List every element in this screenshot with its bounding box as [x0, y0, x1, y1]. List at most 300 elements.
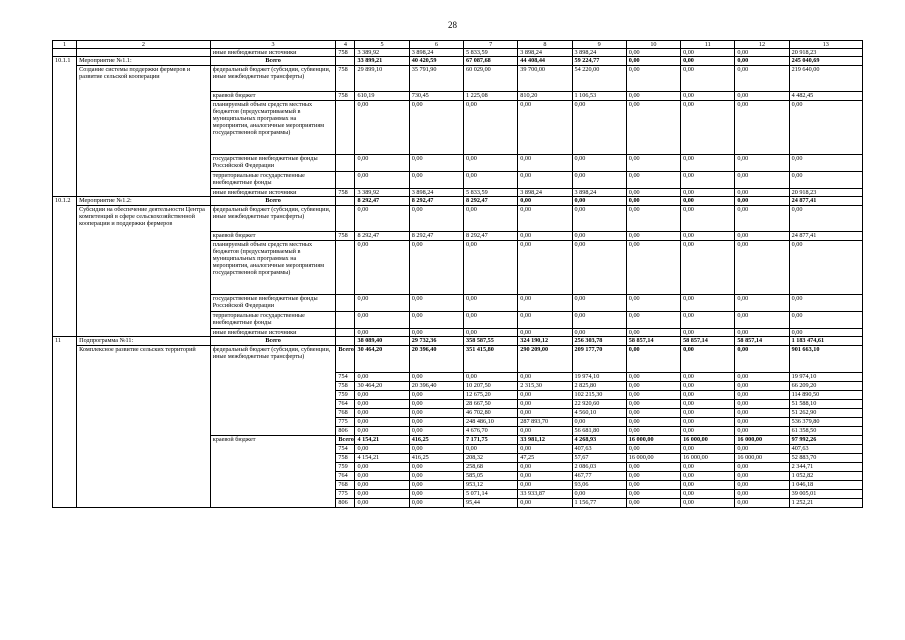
value-cell: 0,00: [735, 481, 789, 490]
value-cell: 0,00: [518, 172, 572, 189]
budget-table: [52, 40, 863, 508]
value-cell: 0,00: [464, 373, 518, 382]
code-cell: 775: [336, 490, 355, 499]
value-cell: 1 225,08: [464, 92, 518, 101]
value-cell: 0,00: [572, 241, 626, 295]
value-cell: 46 702,80: [464, 409, 518, 418]
value-cell: 290 209,00: [518, 346, 572, 373]
value-cell: 0,00: [409, 445, 463, 454]
value-cell: 0,00: [355, 329, 409, 337]
value-cell: 0,00: [681, 409, 735, 418]
column-number: 1: [53, 41, 77, 49]
value-cell: 0,00: [735, 101, 789, 155]
value-cell: 358 587,55: [464, 337, 518, 346]
value-cell: 0,00: [789, 172, 862, 189]
value-cell: 16 000,00: [626, 454, 680, 463]
value-cell: 3 898,24: [572, 49, 626, 57]
value-cell: 2 825,80: [572, 382, 626, 391]
value-cell: 467,77: [572, 472, 626, 481]
value-cell: 0,00: [681, 490, 735, 499]
value-cell: 2 086,03: [572, 463, 626, 472]
value-cell: 209 177,70: [572, 346, 626, 373]
source-cell: федеральный бюджет (субсидии, субвенции, иные межбюджетные трансферты): [210, 66, 336, 92]
value-cell: 0,00: [355, 241, 409, 295]
value-cell: 0,00: [626, 49, 680, 57]
value-cell: 0,00: [626, 66, 680, 92]
value-cell: 0,00: [681, 463, 735, 472]
value-cell: 0,00: [681, 382, 735, 391]
code-cell: 806: [336, 427, 355, 436]
value-cell: 0,00: [409, 312, 463, 329]
value-cell: 1 106,53: [572, 92, 626, 101]
value-cell: 8 292,47: [355, 197, 409, 206]
value-cell: 0,00: [735, 418, 789, 427]
value-cell: 256 303,78: [572, 337, 626, 346]
value-cell: 114 890,50: [789, 391, 862, 400]
value-cell: 1 252,21: [789, 499, 862, 508]
value-cell: 248 486,10: [464, 418, 518, 427]
value-cell: 0,00: [518, 197, 572, 206]
code-cell: [336, 172, 355, 189]
value-cell: 416,25: [409, 436, 463, 445]
value-cell: 0,00: [572, 329, 626, 337]
value-cell: 3 389,92: [355, 189, 409, 197]
value-cell: 0,00: [681, 206, 735, 232]
code-cell: 759: [336, 391, 355, 400]
value-cell: 67 087,68: [464, 57, 518, 66]
code-cell: 758: [336, 454, 355, 463]
value-cell: 0,00: [518, 427, 572, 436]
value-cell: 0,00: [409, 155, 463, 172]
value-cell: 0,00: [626, 373, 680, 382]
value-cell: 7 171,75: [464, 436, 518, 445]
value-cell: 0,00: [681, 57, 735, 66]
value-cell: 8 292,47: [464, 232, 518, 241]
column-number: 7: [464, 41, 518, 49]
value-cell: 0,00: [626, 472, 680, 481]
value-cell: 0,00: [626, 481, 680, 490]
value-cell: 0,00: [355, 472, 409, 481]
value-cell: 0,00: [789, 329, 862, 337]
value-cell: 258,68: [464, 463, 518, 472]
code-cell: [336, 101, 355, 155]
value-cell: 0,00: [518, 472, 572, 481]
value-cell: 33 899,21: [355, 57, 409, 66]
table-row: [53, 49, 863, 57]
value-cell: 0,00: [789, 312, 862, 329]
value-cell: 0,00: [355, 418, 409, 427]
value-cell: 0,00: [626, 391, 680, 400]
value-cell: 39 005,01: [789, 490, 862, 499]
value-cell: 0,00: [681, 445, 735, 454]
value-cell: 16 000,00: [626, 436, 680, 445]
table-row: [53, 206, 863, 232]
value-cell: 0,00: [355, 445, 409, 454]
value-cell: 0,00: [572, 418, 626, 427]
value-cell: 0,00: [409, 472, 463, 481]
value-cell: 0,00: [626, 232, 680, 241]
column-number: 9: [572, 41, 626, 49]
total-row: [53, 57, 863, 66]
value-cell: 0,00: [789, 241, 862, 295]
value-cell: 0,00: [464, 312, 518, 329]
value-cell: 60 029,00: [464, 66, 518, 92]
value-cell: 0,00: [735, 66, 789, 92]
value-cell: 5 833,59: [464, 49, 518, 57]
code-cell: Всего: [336, 346, 355, 373]
value-cell: 3 389,92: [355, 49, 409, 57]
value-cell: 0,00: [681, 373, 735, 382]
value-cell: 29 732,36: [409, 337, 463, 346]
table-row: [53, 66, 863, 92]
source-cell: иные внебюджетные источники: [210, 49, 336, 57]
total-row: [53, 337, 863, 346]
value-cell: 0,00: [681, 391, 735, 400]
value-cell: 0,00: [518, 155, 572, 172]
value-cell: 0,00: [626, 172, 680, 189]
value-cell: 5 833,59: [464, 189, 518, 197]
value-cell: 52 883,70: [789, 454, 862, 463]
value-cell: 0,00: [626, 155, 680, 172]
value-cell: 30 464,20: [355, 346, 409, 373]
value-cell: 0,00: [626, 418, 680, 427]
value-cell: 0,00: [572, 232, 626, 241]
value-cell: 0,00: [681, 346, 735, 373]
value-cell: 0,00: [735, 490, 789, 499]
value-cell: 0,00: [409, 241, 463, 295]
source-cell: государственные внебюджетные фонды Российской Федерации: [210, 295, 336, 312]
value-cell: 0,00: [789, 206, 862, 232]
value-cell: 0,00: [735, 49, 789, 57]
column-number: 6: [409, 41, 463, 49]
value-cell: 610,19: [355, 92, 409, 101]
value-cell: 0,00: [735, 463, 789, 472]
code-cell: 758: [336, 66, 355, 92]
value-cell: 0,00: [409, 409, 463, 418]
column-number: 11: [681, 41, 735, 49]
value-cell: 416,25: [409, 454, 463, 463]
value-cell: 0,00: [355, 101, 409, 155]
value-cell: 0,00: [518, 232, 572, 241]
value-cell: 0,00: [355, 172, 409, 189]
value-cell: 407,63: [572, 445, 626, 454]
value-cell: 0,00: [355, 206, 409, 232]
value-cell: 16 000,00: [735, 454, 789, 463]
value-cell: 0,00: [572, 155, 626, 172]
value-cell: 0,00: [735, 197, 789, 206]
column-number: 13: [789, 41, 862, 49]
value-cell: 0,00: [735, 329, 789, 337]
value-cell: 0,00: [735, 232, 789, 241]
value-cell: 0,00: [518, 391, 572, 400]
value-cell: 8 292,47: [409, 232, 463, 241]
source-cell: иные внебюджетные источники: [210, 189, 336, 197]
value-cell: 97 992,26: [789, 436, 862, 445]
value-cell: 0,00: [626, 206, 680, 232]
value-cell: 0,00: [355, 499, 409, 508]
value-cell: 0,00: [409, 400, 463, 409]
value-cell: 0,00: [681, 155, 735, 172]
value-cell: 0,00: [355, 373, 409, 382]
value-cell: 28 667,50: [464, 400, 518, 409]
value-cell: 0,00: [735, 189, 789, 197]
value-cell: 0,00: [626, 463, 680, 472]
value-cell: 0,00: [735, 92, 789, 101]
value-cell: 0,00: [464, 155, 518, 172]
value-cell: 0,00: [626, 92, 680, 101]
column-number: 2: [77, 41, 211, 49]
value-cell: 4 154,21: [355, 454, 409, 463]
code-cell: [336, 197, 355, 206]
value-cell: 0,00: [626, 427, 680, 436]
value-cell: 0,00: [626, 241, 680, 295]
value-cell: 0,00: [789, 101, 862, 155]
value-cell: 0,00: [464, 241, 518, 295]
value-cell: 4 268,93: [572, 436, 626, 445]
value-cell: 4 676,70: [464, 427, 518, 436]
value-cell: 44 408,44: [518, 57, 572, 66]
value-cell: 0,00: [464, 329, 518, 337]
value-cell: 8 292,47: [464, 197, 518, 206]
value-cell: 35 791,90: [409, 66, 463, 92]
code-cell: [336, 155, 355, 172]
value-cell: 0,00: [735, 427, 789, 436]
value-cell: 0,00: [735, 445, 789, 454]
value-cell: 0,00: [626, 312, 680, 329]
source-cell: территориальные государственные внебюджетные фонды: [210, 312, 336, 329]
value-cell: 3 898,24: [518, 49, 572, 57]
value-cell: 20 396,40: [409, 346, 463, 373]
value-cell: 0,00: [355, 391, 409, 400]
code-cell: 759: [336, 463, 355, 472]
total-row: [53, 197, 863, 206]
header-row: [53, 41, 863, 49]
value-cell: 54 220,00: [572, 66, 626, 92]
value-cell: 3 898,24: [572, 189, 626, 197]
code-cell: 758: [336, 382, 355, 391]
value-cell: 33 933,87: [518, 490, 572, 499]
value-cell: 0,00: [681, 189, 735, 197]
value-cell: 407,63: [789, 445, 862, 454]
value-cell: 0,00: [572, 101, 626, 155]
value-cell: 0,00: [518, 373, 572, 382]
page-number: 28: [448, 20, 457, 30]
value-cell: 4 154,21: [355, 436, 409, 445]
value-cell: 39 700,00: [518, 66, 572, 92]
value-cell: 58 857,14: [735, 337, 789, 346]
measure-title: Мероприятие №1.1:: [77, 57, 211, 66]
value-cell: 324 190,12: [518, 337, 572, 346]
code-cell: [336, 295, 355, 312]
value-cell: 0,00: [409, 463, 463, 472]
value-cell: 0,00: [681, 427, 735, 436]
value-cell: 0,00: [572, 206, 626, 232]
total-label: Всего: [210, 197, 336, 206]
value-cell: 0,00: [409, 101, 463, 155]
value-cell: 0,00: [681, 101, 735, 155]
value-cell: 58 857,14: [681, 337, 735, 346]
value-cell: 1 052,82: [789, 472, 862, 481]
value-cell: 953,12: [464, 481, 518, 490]
value-cell: 19 974,10: [572, 373, 626, 382]
value-cell: 20 918,23: [789, 189, 862, 197]
source-cell: территориальные государственные внебюджетные фонды: [210, 172, 336, 189]
value-cell: 0,00: [518, 409, 572, 418]
value-cell: 57,67: [572, 454, 626, 463]
value-cell: 47,25: [518, 454, 572, 463]
source-cell: краевой бюджет: [210, 436, 336, 508]
value-cell: 0,00: [518, 295, 572, 312]
code-cell: 806: [336, 499, 355, 508]
value-cell: 0,00: [626, 382, 680, 391]
source-cell: планируемый объем средств местных бюджетов (предусматриваемый в муниципальных программах на мероприятия, аналогичные мероприятиям государственной программы): [210, 241, 336, 295]
source-cell: краевой бюджет: [210, 232, 336, 241]
source-cell: государственные внебюджетные фонды Российской Федерации: [210, 155, 336, 172]
value-cell: 0,00: [735, 295, 789, 312]
value-cell: 0,00: [789, 155, 862, 172]
value-cell: 0,00: [626, 445, 680, 454]
value-cell: 0,00: [681, 197, 735, 206]
value-cell: 0,00: [572, 295, 626, 312]
value-cell: 93,06: [572, 481, 626, 490]
value-cell: 0,00: [518, 400, 572, 409]
value-cell: 0,00: [626, 189, 680, 197]
value-cell: 0,00: [518, 445, 572, 454]
code-cell: 768: [336, 481, 355, 490]
source-cell: краевой бюджет: [210, 92, 336, 101]
number-cell: 10.1.2: [53, 197, 77, 337]
code-cell: 764: [336, 472, 355, 481]
column-number: 12: [735, 41, 789, 49]
value-cell: 8 292,47: [355, 232, 409, 241]
code-cell: [336, 57, 355, 66]
code-cell: 758: [336, 92, 355, 101]
value-cell: 102 215,30: [572, 391, 626, 400]
total-label: Всего: [210, 337, 336, 346]
value-cell: 0,00: [355, 490, 409, 499]
value-cell: 0,00: [681, 172, 735, 189]
value-cell: 2 344,71: [789, 463, 862, 472]
value-cell: 29 899,10: [355, 66, 409, 92]
value-cell: 0,00: [409, 427, 463, 436]
total-label: Всего: [210, 57, 336, 66]
subprogram-description: Комплексное развитие сельских территорий: [77, 346, 211, 508]
value-cell: 0,00: [626, 57, 680, 66]
value-cell: 0,00: [735, 172, 789, 189]
column-number: 5: [355, 41, 409, 49]
value-cell: 0,00: [464, 172, 518, 189]
value-cell: 24 877,41: [789, 197, 862, 206]
code-cell: [336, 312, 355, 329]
value-cell: 730,45: [409, 92, 463, 101]
value-cell: 0,00: [681, 92, 735, 101]
value-cell: 810,20: [518, 92, 572, 101]
value-cell: 1 183 474,61: [789, 337, 862, 346]
value-cell: 585,05: [464, 472, 518, 481]
measure-title: Мероприятие №1.2:: [77, 197, 211, 206]
value-cell: 0,00: [355, 400, 409, 409]
code-cell: [336, 337, 355, 346]
value-cell: 0,00: [518, 329, 572, 337]
value-cell: 5 071,14: [464, 490, 518, 499]
value-cell: 0,00: [626, 295, 680, 312]
value-cell: 22 920,60: [572, 400, 626, 409]
value-cell: 0,00: [518, 481, 572, 490]
measure-description: Создание системы поддержки фермеров и развитие сельской кооперации: [77, 66, 211, 197]
value-cell: 0,00: [681, 49, 735, 57]
value-cell: 0,00: [789, 295, 862, 312]
value-cell: 0,00: [409, 329, 463, 337]
value-cell: 536 379,80: [789, 418, 862, 427]
value-cell: 0,00: [572, 197, 626, 206]
column-number: 10: [626, 41, 680, 49]
value-cell: 1 046,18: [789, 481, 862, 490]
code-cell: 775: [336, 418, 355, 427]
value-cell: 0,00: [626, 490, 680, 499]
code-cell: 754: [336, 373, 355, 382]
value-cell: 0,00: [409, 373, 463, 382]
value-cell: 0,00: [572, 312, 626, 329]
column-number: 4: [336, 41, 355, 49]
value-cell: 0,00: [626, 197, 680, 206]
value-cell: 0,00: [464, 445, 518, 454]
number-cell: 11: [53, 337, 77, 508]
value-cell: 208,32: [464, 454, 518, 463]
value-cell: 0,00: [355, 409, 409, 418]
number-cell: 10.1.1: [53, 57, 77, 197]
code-cell: 754: [336, 445, 355, 454]
value-cell: 51 588,10: [789, 400, 862, 409]
value-cell: 19 974,10: [789, 373, 862, 382]
value-cell: 0,00: [681, 241, 735, 295]
source-cell: планируемый объем средств местных бюджетов (предусматриваемый в муниципальных программах на мероприятия, аналогичные мероприятиям государственной программы): [210, 101, 336, 155]
value-cell: 0,00: [518, 101, 572, 155]
value-cell: 0,00: [464, 295, 518, 312]
code-cell: [336, 241, 355, 295]
value-cell: 0,00: [355, 312, 409, 329]
value-cell: 33 981,12: [518, 436, 572, 445]
value-cell: 0,00: [681, 481, 735, 490]
value-cell: 30 464,20: [355, 382, 409, 391]
value-cell: 0,00: [518, 206, 572, 232]
value-cell: 0,00: [355, 155, 409, 172]
value-cell: 0,00: [735, 346, 789, 373]
value-cell: 0,00: [355, 295, 409, 312]
value-cell: 66 209,20: [789, 382, 862, 391]
value-cell: 0,00: [409, 418, 463, 427]
value-cell: 3 898,24: [409, 49, 463, 57]
value-cell: 0,00: [735, 373, 789, 382]
value-cell: 0,00: [355, 427, 409, 436]
value-cell: 0,00: [409, 391, 463, 400]
code-cell: 768: [336, 409, 355, 418]
value-cell: 16 000,00: [681, 436, 735, 445]
number-cell: [53, 49, 77, 57]
code-cell: 758: [336, 49, 355, 57]
value-cell: 20 918,23: [789, 49, 862, 57]
code-cell: 758: [336, 232, 355, 241]
value-cell: 0,00: [681, 400, 735, 409]
value-cell: 0,00: [681, 418, 735, 427]
value-cell: 0,00: [681, 329, 735, 337]
value-cell: 0,00: [626, 101, 680, 155]
value-cell: 40 420,59: [409, 57, 463, 66]
value-cell: 0,00: [518, 312, 572, 329]
code-cell: 758: [336, 189, 355, 197]
value-cell: 56 681,80: [572, 427, 626, 436]
value-cell: 0,00: [409, 172, 463, 189]
source-cell: иные внебюджетные источники: [210, 329, 336, 337]
